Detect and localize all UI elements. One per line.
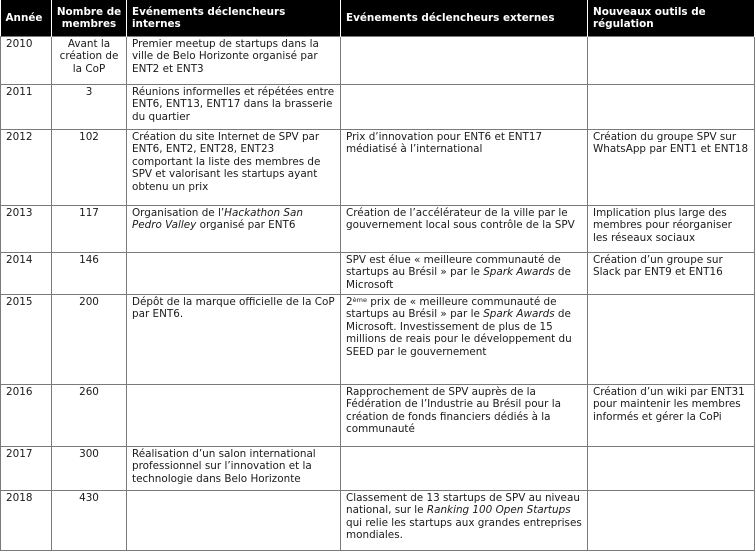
ordinal-superscript: ème bbox=[352, 296, 367, 304]
internal-event-text: organisé par ENT6 bbox=[196, 219, 296, 232]
ordinal-number: 2 bbox=[346, 296, 353, 308]
table-row bbox=[1, 130, 755, 206]
internal-event-cell bbox=[127, 491, 341, 551]
year-cell: 2011 bbox=[1, 85, 52, 130]
year-cell: 2015 bbox=[1, 295, 52, 385]
external-event-text: de Microsoft. Investissement de plus de 15 millions de reais pour le développement du SEED par le gouvernement bbox=[346, 308, 572, 358]
header-internal-events: Evénements déclencheurs internes bbox=[127, 0, 341, 37]
table-row bbox=[1, 491, 755, 551]
members-cell: 430 bbox=[52, 491, 127, 551]
internal-event-cell: Création du site Internet de SPV par ENT6, ENT2, ENT28, ENT23 comportant la liste des membres de SPV et valorisant les startups ayant obtenu un prix bbox=[127, 130, 341, 206]
header-year: Année bbox=[1, 0, 52, 37]
regulation-tool-cell: Création d’un wiki par ENT31 pour maintenir les membres informés et gérer la CoPi bbox=[588, 385, 755, 447]
members-cell: 117 bbox=[52, 206, 127, 253]
external-event-text: qui relie les startups aux grandes entreprises mondiales. bbox=[346, 516, 582, 542]
internal-event-cell bbox=[127, 385, 341, 447]
table-row bbox=[1, 253, 755, 295]
table-row bbox=[1, 85, 755, 130]
header-external-events: Evénements déclencheurs externes bbox=[341, 0, 588, 37]
external-event-cell: Création de l’accélérateur de la ville par le gouvernement local sous contrôle de la SPV bbox=[341, 206, 588, 253]
year-cell: 2017 bbox=[1, 447, 52, 491]
event-name-emphasis: Hackathon San Pedro Valley bbox=[132, 207, 303, 232]
award-name-emphasis: Spark Awards bbox=[483, 266, 555, 279]
external-event-cell: Rapprochement de SPV auprès de la Fédération de l’Industrie au Brésil pour la création de fonds financiers dédiés à la communauté bbox=[341, 385, 588, 447]
internal-event-cell: Réalisation d’un salon international professionnel sur l’innovation et la technologie dans Belo Horizonte bbox=[127, 447, 341, 491]
year-cell: 2014 bbox=[1, 253, 52, 295]
regulation-tool-cell: Création du groupe SPV sur WhatsApp par ENT1 et ENT18 bbox=[588, 130, 755, 206]
external-event-cell bbox=[341, 37, 588, 85]
header-row bbox=[1, 0, 755, 37]
header-regulation-tools: Nouveaux outils de régulation bbox=[588, 0, 755, 37]
internal-event-cell bbox=[127, 253, 341, 295]
external-event-cell: Prix d’innovation pour ENT6 et ENT17 médiatisé à l’international bbox=[341, 130, 588, 206]
external-event-cell bbox=[341, 85, 588, 130]
year-cell: 2010 bbox=[1, 37, 52, 85]
members-cell: 300 bbox=[52, 447, 127, 491]
members-cell: 146 bbox=[52, 253, 127, 295]
external-event-text: Classement de 13 startups de SPV au niveau national, sur le bbox=[346, 492, 580, 517]
external-event-cell bbox=[341, 295, 588, 385]
regulation-tool-cell bbox=[588, 295, 755, 385]
table-row bbox=[1, 37, 755, 85]
award-name-emphasis: Spark Awards bbox=[483, 308, 555, 321]
regulation-tool-cell bbox=[588, 447, 755, 491]
external-event-cell bbox=[341, 447, 588, 491]
regulation-tool-cell bbox=[588, 37, 755, 85]
internal-event-cell bbox=[127, 206, 341, 253]
members-cell: Avant la création de la CoP bbox=[52, 37, 127, 85]
external-event-text: SPV est élue « meilleure communauté de startups au Brésil » par le bbox=[346, 254, 561, 279]
internal-event-cell: Réunions informelles et répétées entre ENT6, ENT13, ENT17 dans la brasserie du quartier bbox=[127, 85, 341, 130]
year-cell: 2012 bbox=[1, 130, 52, 206]
year-cell: 2018 bbox=[1, 491, 52, 551]
regulation-tool-cell bbox=[588, 491, 755, 551]
ranking-name-emphasis: Ranking 100 Open Startups bbox=[426, 504, 571, 517]
external-event-text: de Microsoft bbox=[346, 266, 571, 291]
table-row bbox=[1, 295, 755, 385]
table-row bbox=[1, 447, 755, 491]
members-cell: 260 bbox=[52, 385, 127, 447]
regulation-tool-cell bbox=[588, 85, 755, 130]
regulation-tool-cell: Implication plus large des membres pour réorganiser les réseaux sociaux bbox=[588, 206, 755, 253]
external-event-text: prix de « meilleure communauté de startups au Brésil » par le bbox=[346, 296, 557, 321]
regulation-tool-cell: Création d’un groupe sur Slack par ENT9 et ENT16 bbox=[588, 253, 755, 295]
external-event-cell bbox=[341, 253, 588, 295]
table-row bbox=[1, 206, 755, 253]
members-cell: 102 bbox=[52, 130, 127, 206]
table-row bbox=[1, 385, 755, 447]
internal-event-cell: Dépôt de la marque officielle de la CoP par ENT6. bbox=[127, 295, 341, 385]
internal-event-cell: Premier meetup de startups dans la ville de Belo Horizonte organisé par ENT2 et ENT3 bbox=[127, 37, 341, 85]
external-event-cell bbox=[341, 491, 588, 551]
year-cell: 2013 bbox=[1, 206, 52, 253]
internal-event-text: Organisation de l’ bbox=[132, 207, 225, 219]
members-cell: 200 bbox=[52, 295, 127, 385]
year-cell: 2016 bbox=[1, 385, 52, 447]
members-cell: 3 bbox=[52, 85, 127, 130]
header-members: Nombre de membres bbox=[52, 0, 127, 37]
